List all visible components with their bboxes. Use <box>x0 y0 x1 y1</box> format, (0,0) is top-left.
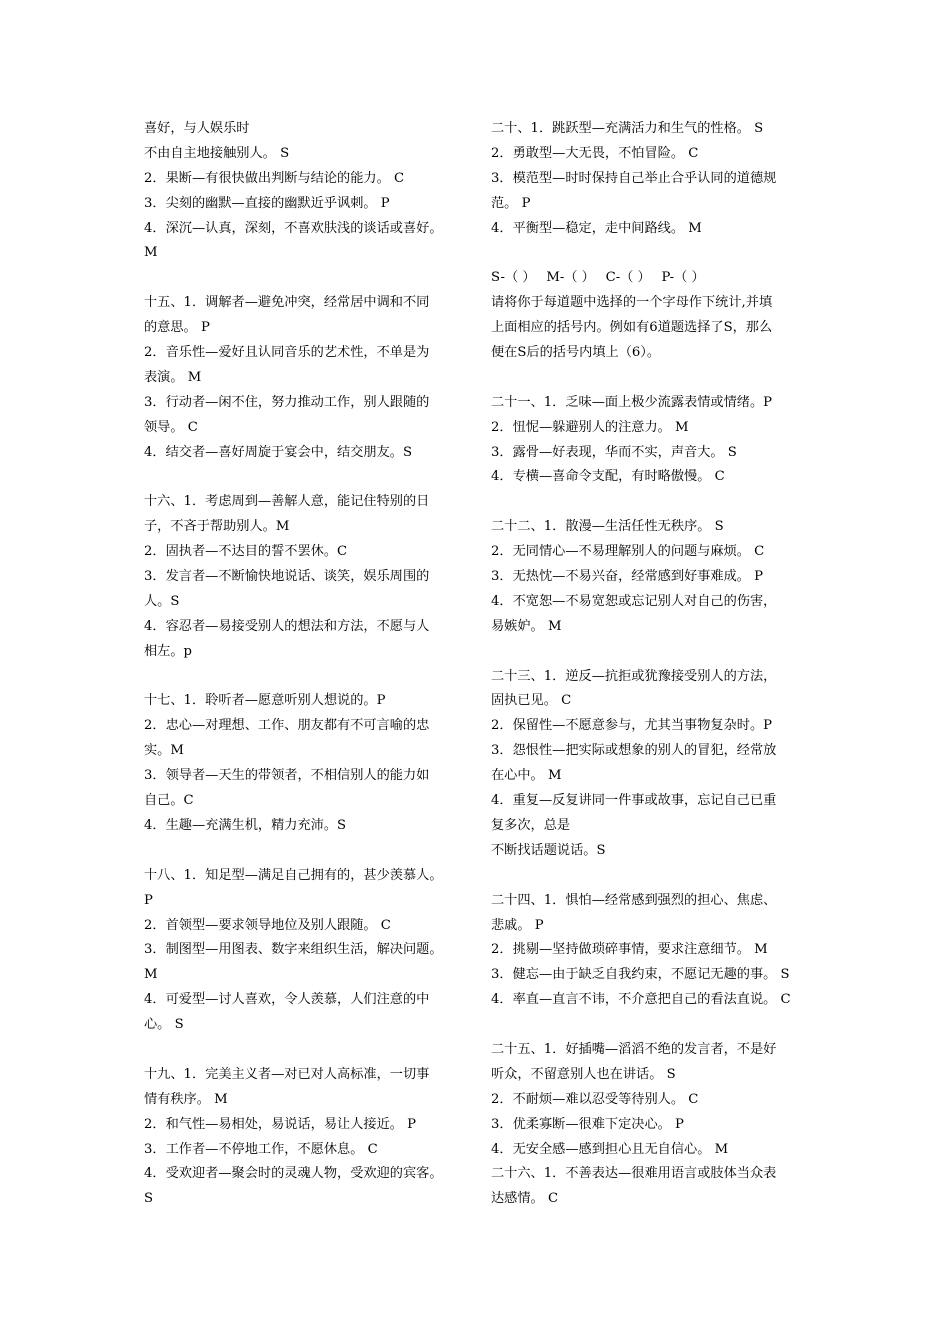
paragraph-spacer <box>491 241 811 266</box>
text-line: P <box>144 892 153 908</box>
text-line: 便在S后的括号内填上（6）。 <box>491 345 661 361</box>
text-line: 2．和气性—易相处，易说话，易让人接近。 P <box>144 1116 417 1132</box>
paragraph-spacer <box>144 465 464 490</box>
text-line: 4．率直—直言不讳，不介意把自己的看法直说。 C <box>491 992 791 1008</box>
text-line: 2．无同情心—不易理解别人的问题与麻烦。 C <box>491 544 765 560</box>
paragraph-spacer <box>144 1038 464 1063</box>
text-line: 3．无热忱—不易兴奋，经常感到好事难成。 P <box>491 569 764 585</box>
text-line: 子，不吝于帮助别人。M <box>144 519 290 535</box>
text-line: 表演。 M <box>144 369 202 385</box>
text-line: 二十六、1．不善表达—很难用语言或肢体当众表 <box>491 1166 777 1182</box>
text-line: 3．露骨—好表现，华而不实，声音大。 S <box>491 444 737 460</box>
text-line: 达感情。 C <box>491 1191 559 1207</box>
text-line: 2．首领型—要求领导地位及别人跟随。 C <box>144 917 391 933</box>
text-line: 在心中。 M <box>491 768 562 784</box>
text-line: 4．结交者—喜好周旋于宴会中，结交朋友。S <box>144 444 412 460</box>
text-line: M <box>144 967 158 983</box>
text-line: 2．勇敢型—大无畏，不怕冒险。 C <box>491 145 699 161</box>
text-line: 十七、1．聆听者—愿意听别人想说的。P <box>144 693 386 709</box>
text-line: 3．行动者—闲不住，努力推动工作，别人跟随的 <box>144 394 430 410</box>
text-line: 相左。p <box>144 643 193 659</box>
text-line: 范。 P <box>491 195 531 211</box>
text-line: 自己。C <box>144 793 194 809</box>
paragraph-spacer <box>144 839 464 864</box>
text-line: 二十四、1．惧怕—经常感到强烈的担心、焦虑、 <box>491 892 777 908</box>
text-line: 3．怨恨性—把实际或想象的别人的冒犯，经常放 <box>491 743 777 759</box>
text-line: M <box>144 245 158 261</box>
text-line: 心。 S <box>144 1017 184 1033</box>
text-line: 不由自主地接触别人。 S <box>144 145 290 161</box>
text-line: 3．优柔寡断—很难下定决心。 P <box>491 1116 684 1132</box>
text-line: 4．受欢迎者—聚会时的灵魂人物，受欢迎的宾客。 <box>144 1166 443 1182</box>
text-line: 2．果断—有很快做出判断与结论的能力。 C <box>144 170 405 186</box>
text-line: 喜好，与人娱乐时 <box>144 121 250 136</box>
text-line: 上面相应的括号内。例如有6道题选择了S，那么 <box>491 320 773 336</box>
text-line: 3．发言者—不断愉快地说话、谈笑，娱乐周围的 <box>144 569 430 585</box>
text-line: S <box>144 1191 154 1207</box>
text-line: 4．深沉—认真，深刻，不喜欢肤浅的谈话或喜好。 <box>144 220 443 236</box>
text-line: 4．可爱型—讨人喜欢，令人羡慕，人们注意的中 <box>144 992 430 1008</box>
text-line: 2．不耐烦—难以忍受等待别人。 C <box>491 1091 699 1107</box>
text-line: 3．模范型—时时保持自己举止合乎认同的道德规 <box>491 170 777 186</box>
text-line: 十五、1．调解者—避免冲突，经常居中调和不同 <box>144 295 430 311</box>
paragraph-spacer <box>144 266 464 291</box>
paragraph-spacer <box>491 366 811 391</box>
text-line: 4．不宽恕—不易宽恕或忘记别人对自己的伤害， <box>491 593 777 609</box>
text-line: 二十三、1．逆反—抗拒或犹豫接受别人的方法， <box>491 668 777 684</box>
text-line: 十八、1．知足型—满足自己拥有的，甚少羡慕人。 <box>144 867 443 883</box>
text-line: 2．音乐性—爱好且认同音乐的艺术性，不单是为 <box>144 345 430 361</box>
text-line: 二十二、1．散漫—生活任性无秩序。 S <box>491 519 724 535</box>
left-column <box>144 117 464 1212</box>
text-line: 二十一、1．乏味—面上极少流露表情或情绪。P <box>491 394 773 410</box>
text-line: 4．平衡型—稳定，走中间路线。 M <box>491 220 702 236</box>
text-line: 3．工作者—不停地工作，不愿休息。 C <box>144 1141 378 1157</box>
text-line: 不断找话题说话。S <box>491 842 606 858</box>
paragraph-spacer <box>491 1013 811 1038</box>
paragraph-spacer <box>491 864 811 889</box>
text-line: 4．专横—喜命令支配，有时略傲慢。 C <box>491 469 725 485</box>
text-line: 听众，不留意别人也在讲话。 S <box>491 1066 676 1082</box>
paragraph-spacer <box>144 665 464 690</box>
paragraph-spacer <box>491 490 811 515</box>
text-line: 人。S <box>144 593 180 609</box>
text-line: 的意思。 P <box>144 320 210 336</box>
text-line: 3．制图型—用图表、数字来组织生活，解决问题。 <box>144 942 443 958</box>
text-line: 悲戚。 P <box>491 917 544 933</box>
text-line: 2．忸怩—躲避别人的注意力。 M <box>491 419 689 435</box>
text-line: 2．固执者—不达目的誓不罢休。C <box>144 544 348 560</box>
text-line: 4．重复—反复讲同一件事或故事，忘记自己已重 <box>491 793 777 809</box>
text-line: 易嫉妒。 M <box>491 618 562 634</box>
text-line: 领导。 C <box>144 419 198 435</box>
text-line: 4．生趣—充满生机，精力充沛。S <box>144 817 347 833</box>
text-line: 请将你于每道题中选择的一个字母作下统计,并填 <box>491 295 773 311</box>
text-line: 3．尖刻的幽默—直接的幽默近乎讽刺。 P <box>144 195 390 211</box>
text-line: 实。M <box>144 743 184 759</box>
text-line: 固执已见。 C <box>491 693 572 709</box>
text-line: 4．容忍者—易接受别人的想法和方法，不愿与人 <box>144 618 430 634</box>
text-line: 3．领导者—天生的带领者，不相信别人的能力如 <box>144 768 430 784</box>
right-column <box>491 117 811 1212</box>
text-line: 4．无安全感—感到担心且无自信心。 M <box>491 1141 729 1157</box>
text-line: S-（ ） M-（ ） C-（ ） P-（ ） <box>491 270 705 286</box>
text-line: 2．挑剔—坚持做琐碎事情，要求注意细节。 M <box>491 942 768 958</box>
text-line: 十九、1．完美主义者—对已对人高标准，一切事 <box>144 1066 430 1082</box>
text-line: 二十五、1．好插嘴—滔滔不绝的发言者，不是好 <box>491 1041 777 1057</box>
paragraph-spacer <box>491 640 811 665</box>
text-line: 2．保留性—不愿意参与，尤其当事物复杂时。P <box>491 718 773 734</box>
text-line: 十六、1．考虑周到—善解人意，能记住特别的日 <box>144 494 430 510</box>
text-line: 3．健忘—由于缺乏自我约束，不愿记无趣的事。 S <box>491 967 790 983</box>
text-line: 二十、1．跳跃型—充满活力和生气的性格。 S <box>491 121 764 136</box>
text-line: 复多次，总是 <box>491 817 571 833</box>
text-line: 2．忠心—对理想、工作、朋友都有不可言喻的忠 <box>144 718 430 734</box>
text-line: 情有秩序。 M <box>144 1091 228 1107</box>
